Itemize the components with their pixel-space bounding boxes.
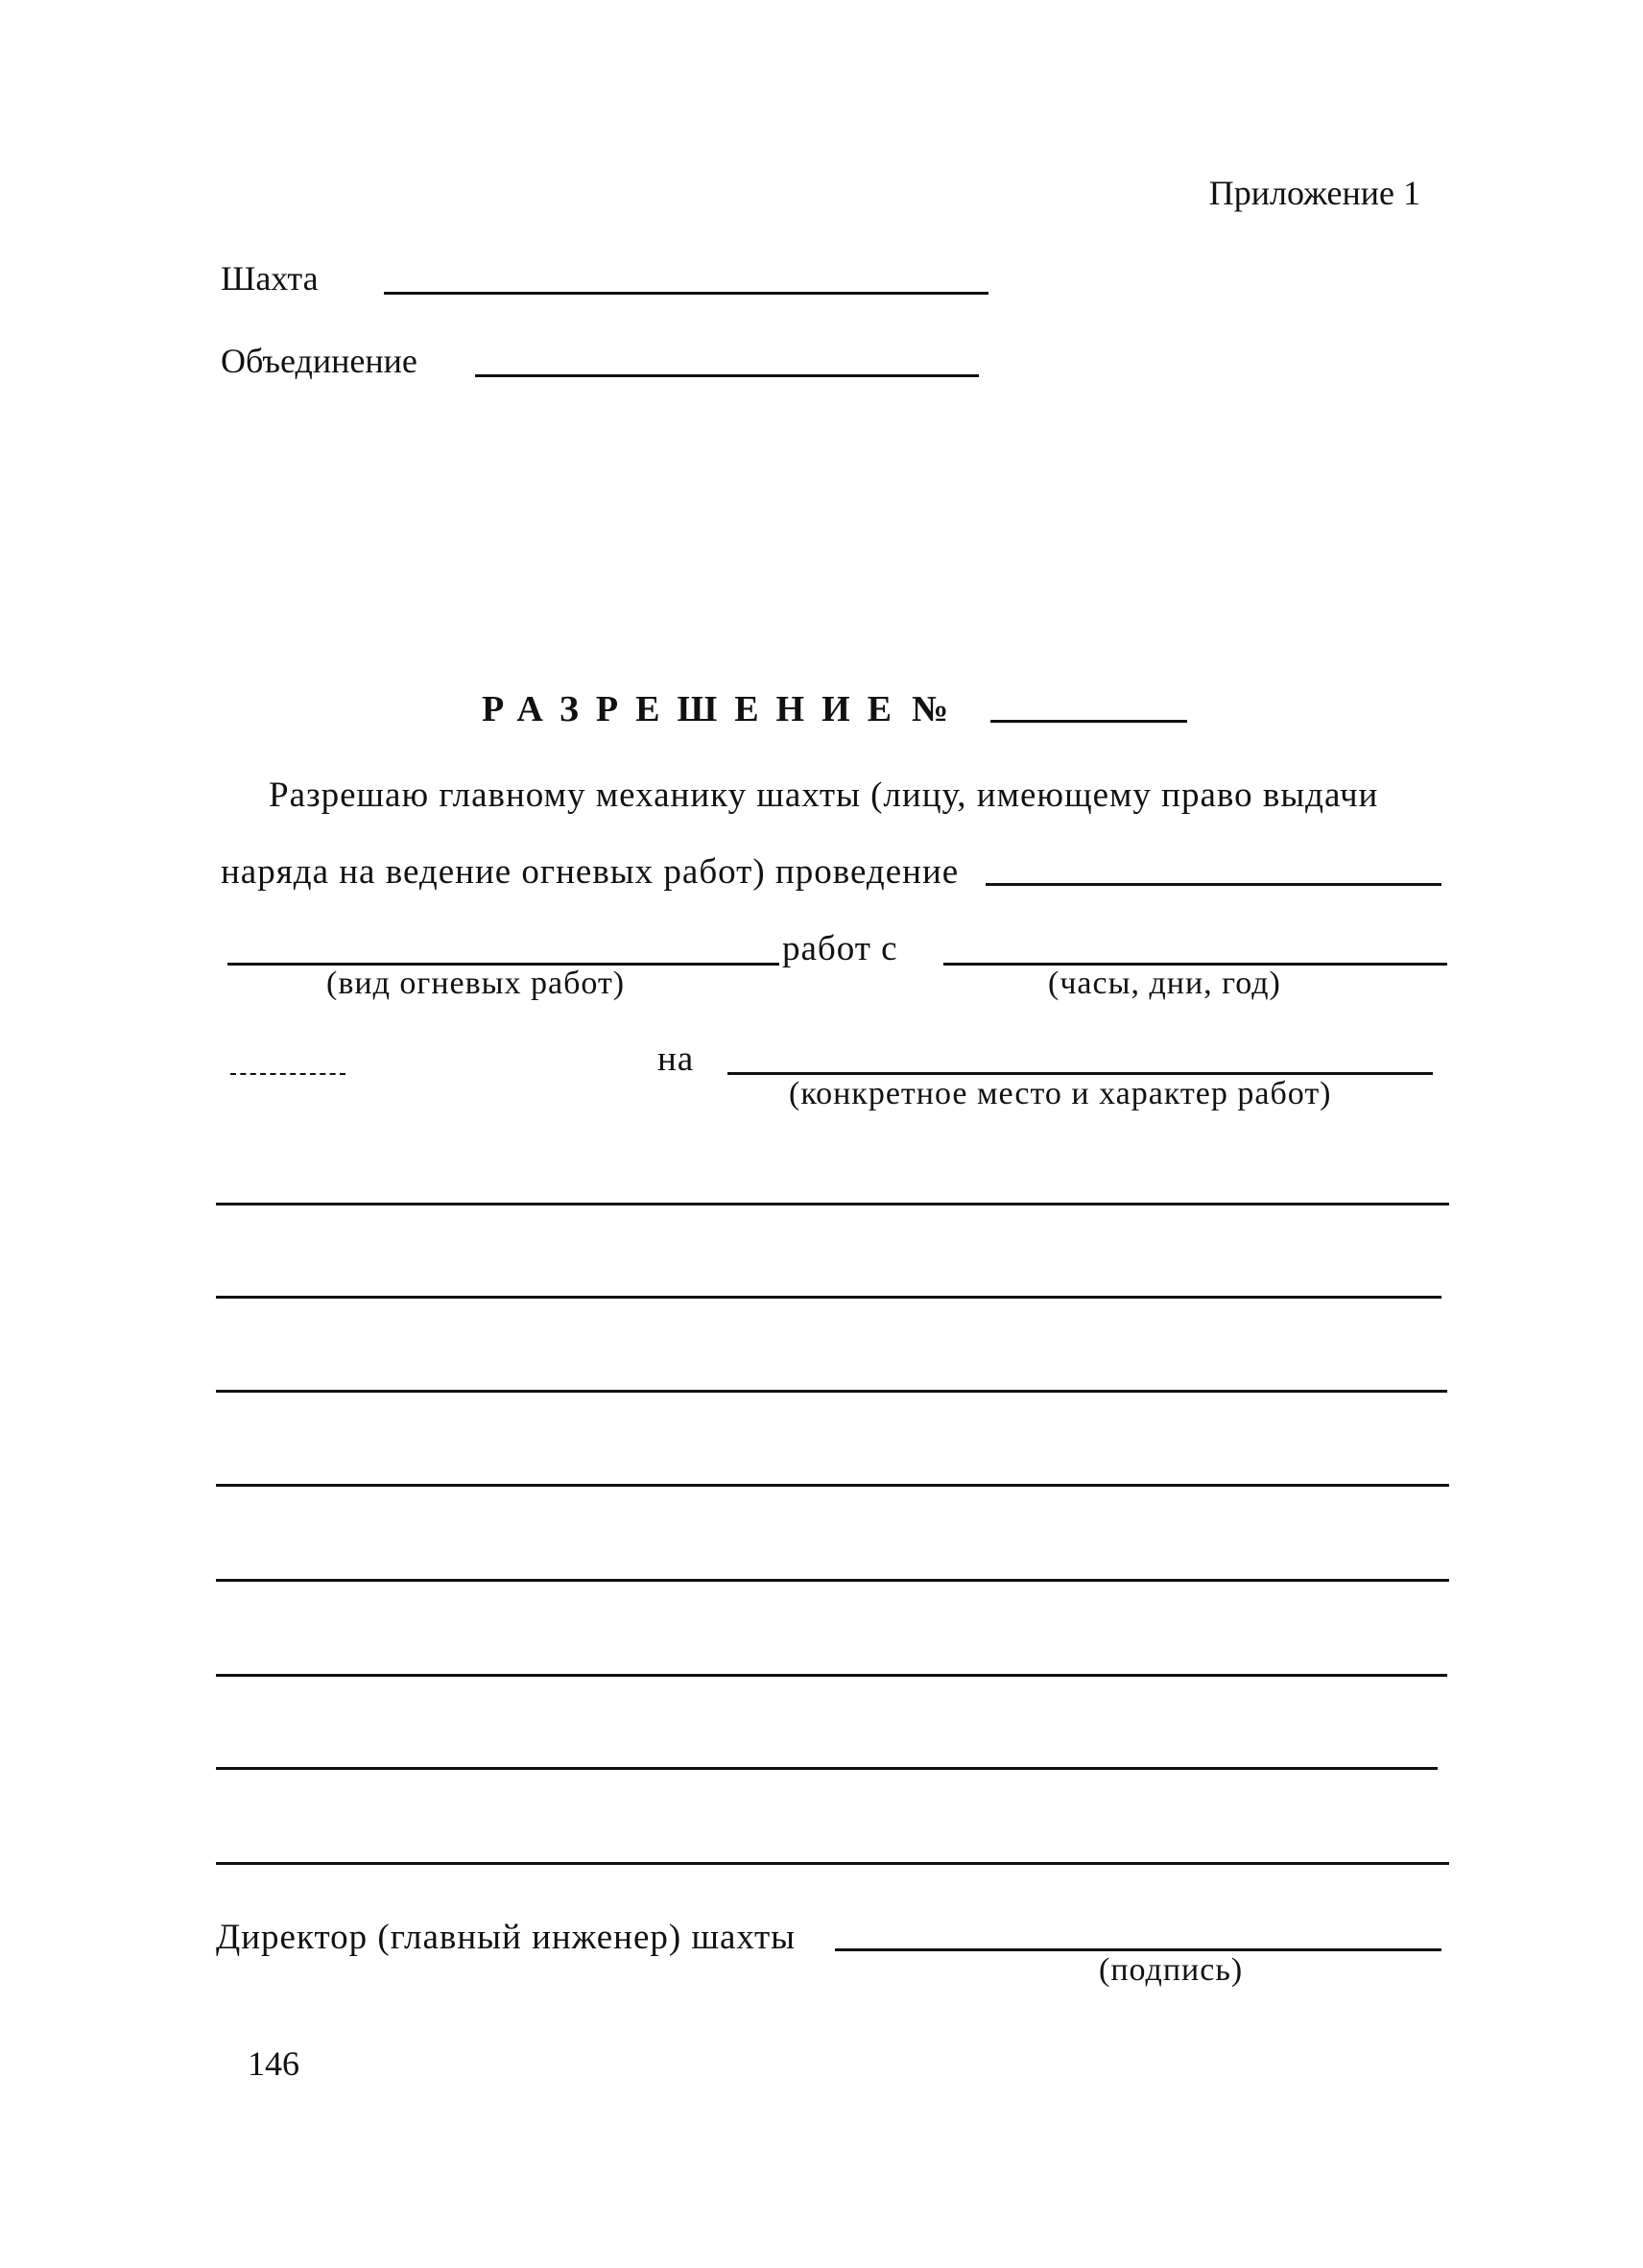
blank-line-8[interactable] xyxy=(216,1862,1449,1865)
document-title: РАЗРЕШЕНИЕ xyxy=(482,689,909,729)
number-sign: № xyxy=(912,689,949,729)
blank-line-5[interactable] xyxy=(216,1579,1449,1582)
mine-label: Шахта xyxy=(221,259,319,298)
permit-number-field-line[interactable] xyxy=(990,720,1187,723)
appendix-label: Приложение 1 xyxy=(1208,174,1420,212)
mine-field-line[interactable] xyxy=(384,292,988,295)
signature-field-line[interactable] xyxy=(835,1948,1441,1951)
association-label: Объединение xyxy=(221,342,417,380)
body-line-2: наряда на ведение огневых работ) проведение xyxy=(221,852,960,892)
at-label: на xyxy=(657,1039,695,1079)
place-field-line[interactable] xyxy=(727,1072,1433,1075)
work-type-caption: (вид огневых работ) xyxy=(326,966,626,1001)
works-from-label: работ с xyxy=(782,929,898,968)
blank-line-7[interactable] xyxy=(216,1767,1438,1770)
place-prefix-line[interactable] xyxy=(230,1073,345,1075)
blank-line-3[interactable] xyxy=(216,1390,1447,1393)
blank-line-6[interactable] xyxy=(216,1674,1447,1677)
place-caption: (конкретное место и характер работ) xyxy=(789,1076,1332,1111)
procedure-field-line[interactable] xyxy=(986,883,1441,886)
association-field-line[interactable] xyxy=(475,374,979,377)
blank-line-4[interactable] xyxy=(216,1484,1449,1487)
signature-caption: (подпись) xyxy=(1099,1952,1244,1988)
body-line-1: Разрешаю главному механику шахты (лицу, имеющему право выдачи xyxy=(269,776,1379,815)
blank-line-1[interactable] xyxy=(216,1203,1449,1206)
signature-label: Директор (главный инженер) шахты xyxy=(216,1918,796,1957)
blank-line-2[interactable] xyxy=(216,1296,1441,1299)
page-number: 146 xyxy=(248,2044,299,2083)
time-caption: (часы, дни, год) xyxy=(1048,966,1281,1001)
